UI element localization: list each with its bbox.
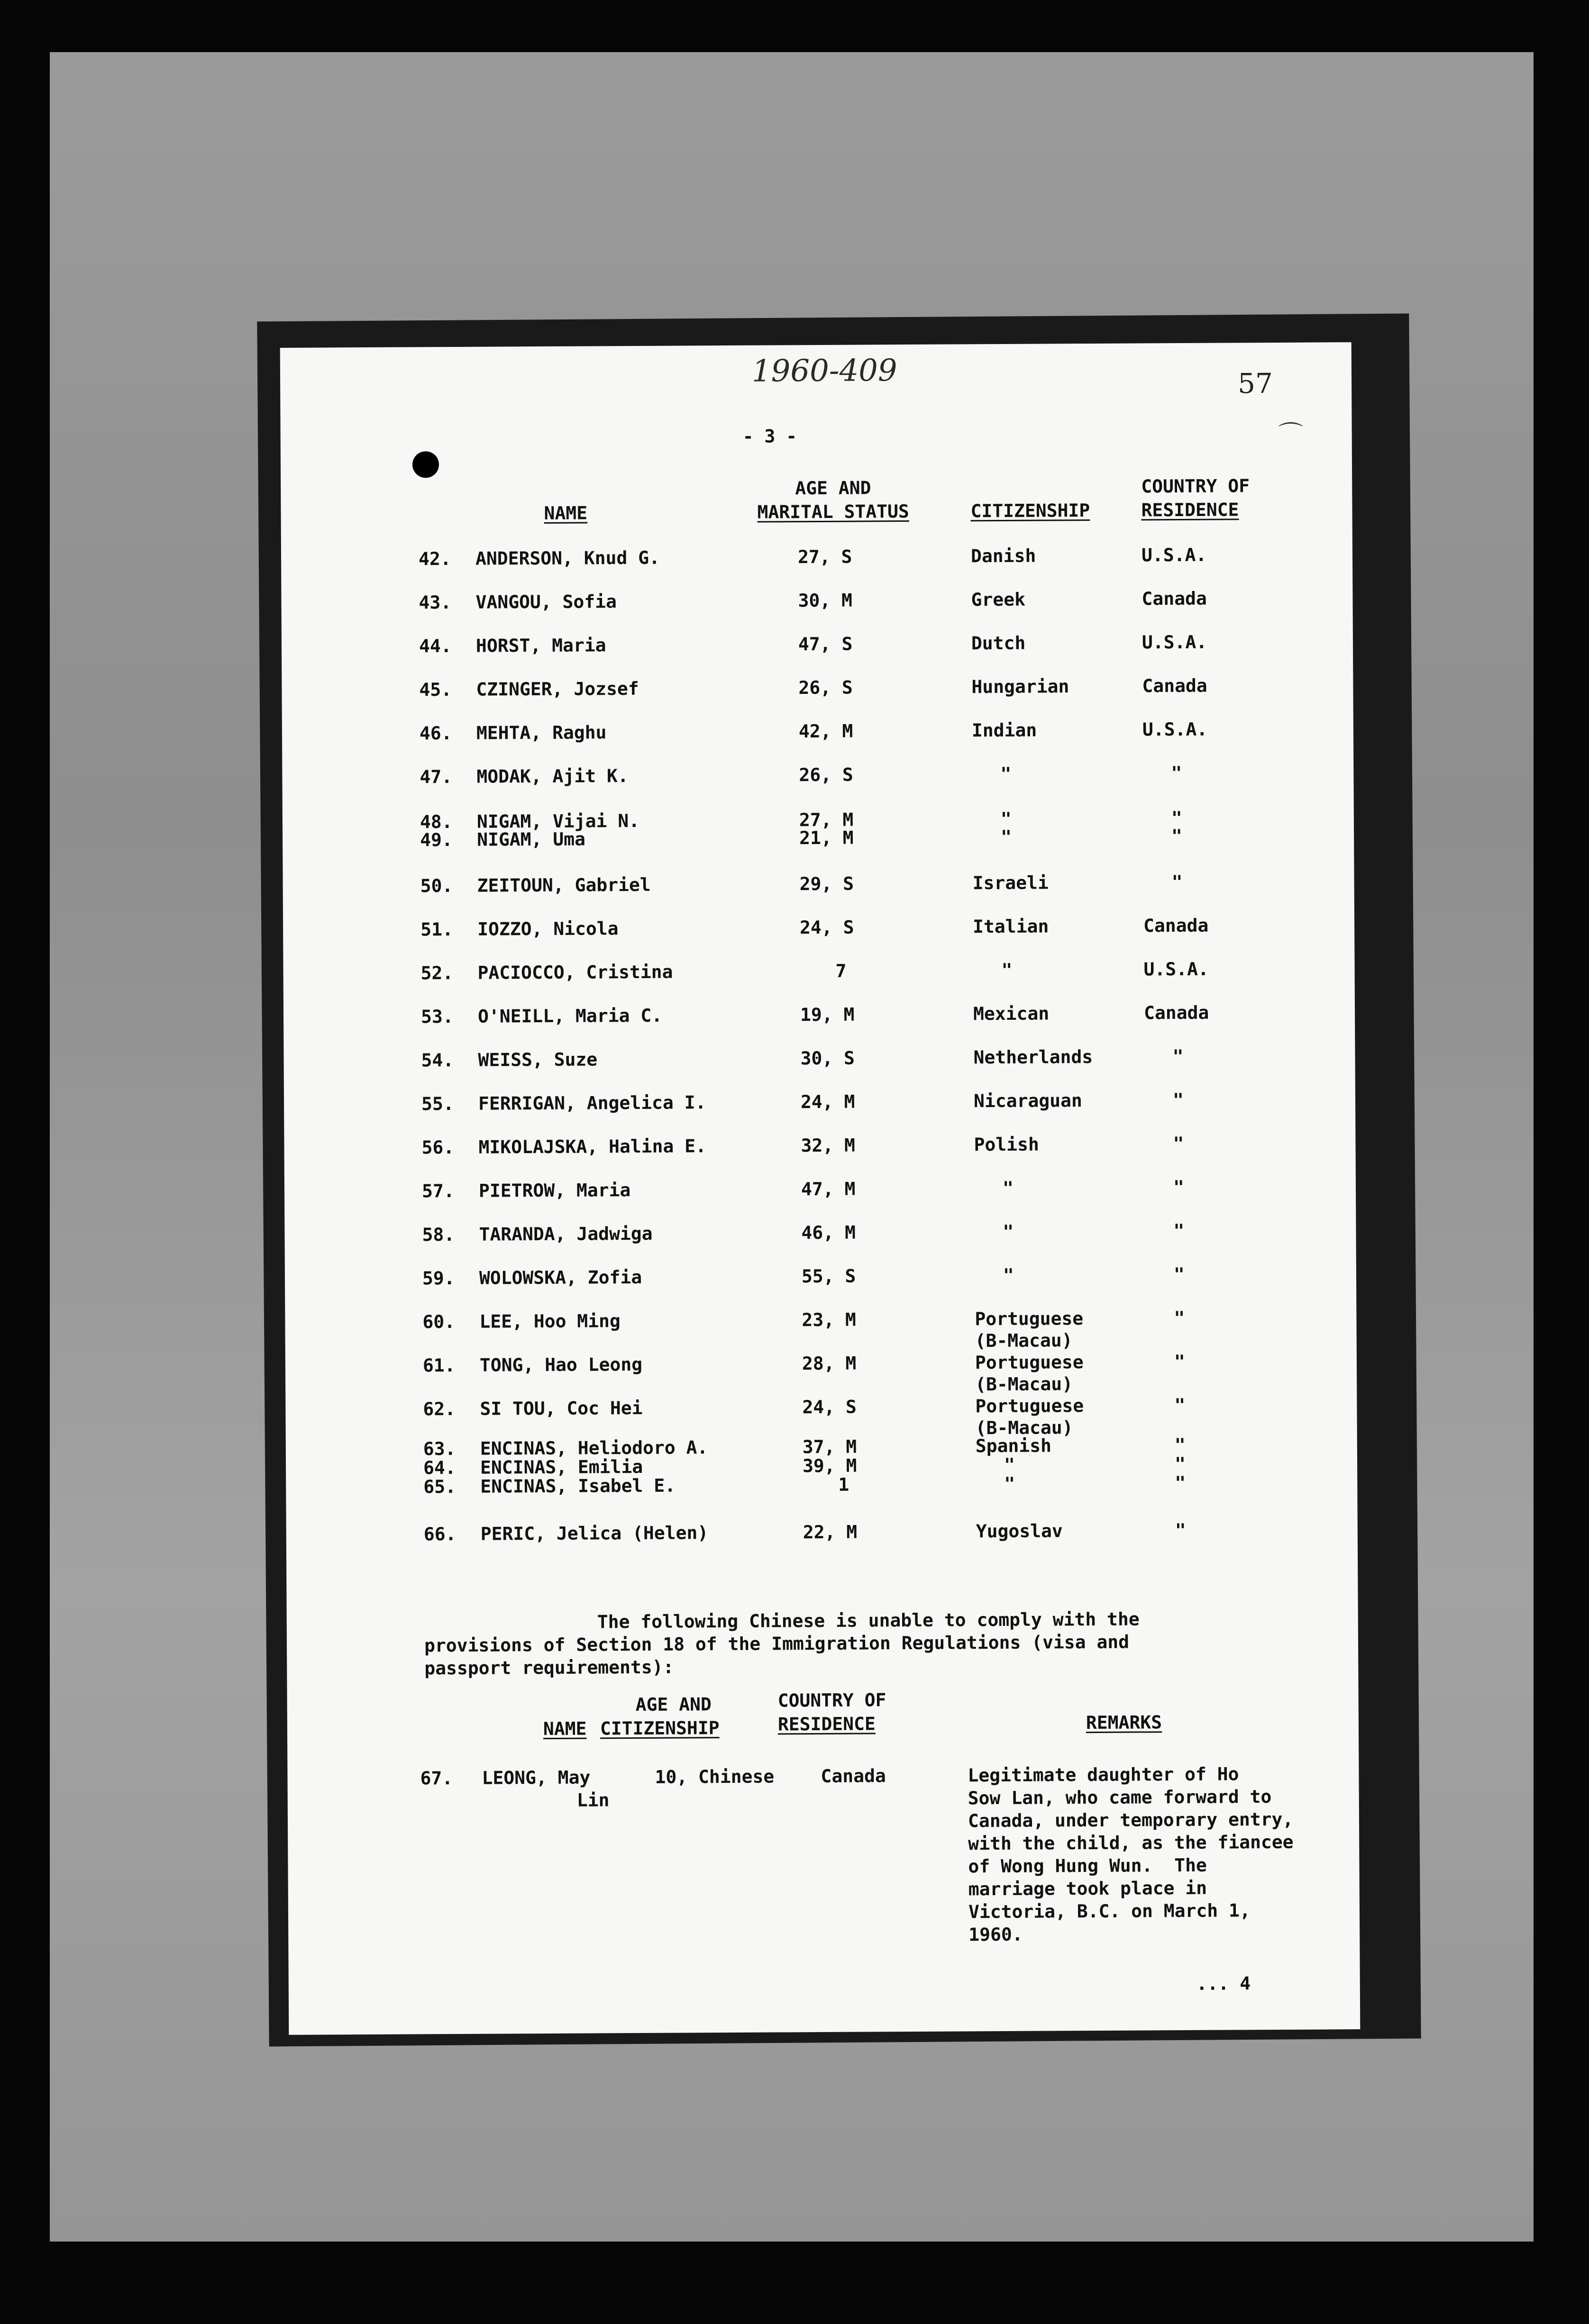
row-number: 42. [418, 548, 451, 570]
row-citizenship: " [1003, 1221, 1014, 1242]
row-residence: " [1171, 762, 1182, 784]
row-number: 48. [420, 811, 453, 833]
row-name: HORST, Maria [475, 635, 606, 656]
row-age-marital: 26, S [798, 677, 853, 699]
row-number: 45. [419, 679, 452, 700]
corner-mark: ⌒ [1278, 420, 1303, 449]
row-age-marital: 1 [838, 1474, 849, 1495]
header-country-line1: COUNTRY OF [1141, 475, 1250, 497]
row-age-marital: 27, S [797, 546, 852, 568]
row-residence: " [1174, 1434, 1186, 1456]
row-residence: " [1171, 807, 1182, 829]
row-number: 50. [420, 875, 453, 897]
row-residence: " [1173, 1133, 1184, 1154]
row-number: 54. [421, 1050, 454, 1071]
row-number: 63. [423, 1438, 456, 1460]
row-residence: " [1174, 1307, 1185, 1329]
row-citizenship: " [1001, 826, 1012, 847]
row-age-marital: 29, S [799, 873, 854, 895]
remarks-line: Legitimate daughter of Ho [968, 1763, 1239, 1786]
row-citizenship: Spanish [975, 1435, 1052, 1457]
row-citizenship: Israeli [972, 872, 1049, 894]
row-name: MEHTA, Raghu [476, 722, 607, 744]
row-age-marital: 26, S [799, 764, 853, 786]
row-citizenship: " [1003, 1264, 1014, 1286]
row-name: O'NEILL, Maria C. [477, 1005, 663, 1027]
row-residence: " [1172, 1045, 1184, 1067]
header-age-line2: MARITAL STATUS [757, 500, 909, 523]
row-residence: Canada [1142, 588, 1207, 609]
row-age-marital: 55, S [801, 1265, 856, 1287]
row-citizenship: Portuguese [975, 1352, 1084, 1373]
row-residence: " [1173, 1263, 1185, 1285]
row-citizenship: " [1004, 1473, 1015, 1494]
row-number: 64. [423, 1457, 456, 1479]
row-residence: U.S.A. [1143, 958, 1209, 980]
row-citizenship: " [1002, 1177, 1014, 1198]
row-number: 56. [421, 1137, 455, 1158]
row-citizenship: " [1001, 959, 1013, 980]
row-number: 62. [423, 1398, 456, 1420]
row-age-marital: 39, M [802, 1455, 857, 1477]
row-age-marital: 46, M [801, 1222, 856, 1244]
row-name: PACIOCCO, Cristina [477, 961, 673, 983]
continuation-marker: ... 4 [1196, 1973, 1251, 1994]
row-name: ENCINAS, Heliodoro A. [480, 1437, 708, 1459]
row-age-marital: 30, M [798, 590, 853, 611]
row-name: ENCINAS, Isabel E. [480, 1475, 676, 1497]
remarks-line: 1960. [968, 1924, 1023, 1945]
row-number: 57. [421, 1180, 455, 1202]
row-number: 52. [420, 962, 454, 984]
row-name: ANDERSON, Knud G. [475, 547, 660, 569]
row-age-marital: 30, S [800, 1047, 855, 1069]
row-age-marital: 23, M [802, 1309, 856, 1331]
row-name: ZEITOUN, Gabriel [477, 874, 651, 896]
row-number: 51. [420, 919, 453, 940]
row-residence: " [1174, 1351, 1185, 1372]
row-age-marital: 21, M [799, 827, 854, 849]
row-residence: " [1175, 1519, 1186, 1541]
row-age-marital: 24, M [800, 1091, 855, 1113]
row-name: IOZZO, Nicola [477, 918, 619, 940]
row-residence: Canada [1143, 1002, 1209, 1024]
row-residence: " [1173, 1176, 1185, 1198]
row-citizenship: " [1004, 1454, 1015, 1475]
row-number: 53. [420, 1006, 454, 1027]
row-citizenship: Nicaraguan [973, 1090, 1082, 1112]
remarks-line: Sow Lan, who came forward to [968, 1786, 1272, 1809]
header-name: NAME [544, 502, 588, 524]
row-name: LEE, Hoo Ming [479, 1310, 621, 1332]
row-residence: U.S.A. [1142, 631, 1207, 653]
row-citizenship: Polish [974, 1134, 1039, 1155]
row67-residence: Canada [821, 1765, 886, 1787]
row-residence: " [1175, 1472, 1186, 1494]
row-number: 55. [421, 1093, 454, 1115]
row-age-marital: 37, M [802, 1436, 857, 1458]
row-citizenship: Dutch [971, 632, 1026, 654]
header2-name: NAME [543, 1718, 587, 1740]
header-country-line2: RESIDENCE [1141, 499, 1239, 521]
row-residence: " [1171, 871, 1183, 893]
row-citizenship: Danish [970, 545, 1036, 567]
row-number: 65. [423, 1476, 457, 1498]
row-citizenship: Portuguese [975, 1308, 1084, 1330]
row-age-marital: 42, M [798, 720, 853, 742]
row-number: 61. [422, 1355, 456, 1376]
row-name: NIGAM, Uma [477, 828, 586, 850]
remarks-line: with the child, as the fiancee [968, 1831, 1294, 1854]
page-marker: - 3 - [742, 426, 797, 447]
header2-country-line1: COUNTRY OF [777, 1689, 886, 1711]
row-age-marital: 27, M [799, 809, 854, 831]
row-age-marital: 24, S [800, 917, 854, 938]
row-citizenship: Greek [971, 589, 1026, 610]
row67-number: 67. [420, 1768, 453, 1789]
row-citizenship: " [1000, 808, 1012, 829]
row-citizenship: Netherlands [973, 1046, 1093, 1068]
header-citizenship: CITIZENSHIP [970, 500, 1090, 522]
row-name: TARANDA, Jadwiga [479, 1223, 653, 1245]
page-number: 57 [1237, 367, 1273, 400]
row-residence: U.S.A. [1142, 718, 1208, 740]
remarks-line: Victoria, B.C. on March 1, [968, 1900, 1251, 1923]
row-residence: " [1174, 1394, 1186, 1416]
row-age-marital: 22, M [803, 1521, 858, 1543]
paragraph-line-1: The following Chinese is unable to comply with the [597, 1608, 1140, 1633]
row-name: WEISS, Suze [478, 1049, 598, 1071]
row-residence: U.S.A. [1141, 544, 1207, 566]
row-name: ENCINAS, Emilia [480, 1456, 643, 1478]
row-name: VANGOU, Sofia [475, 591, 617, 613]
handwritten-reference: 1960-409 [751, 353, 897, 389]
row-name: WOLOWSKA, Zofia [479, 1266, 642, 1289]
paragraph-line-2: provisions of Section 18 of the Immigration Regulations (visa and [424, 1631, 1130, 1656]
row-citizenship-line2: (B-Macau) [975, 1373, 1073, 1395]
row-name: CZINGER, Jozsef [476, 678, 639, 700]
remarks-line: marriage took place in [968, 1877, 1207, 1900]
row-citizenship: Yugoslav [976, 1520, 1063, 1542]
row-name: PERIC, Jelica (Helen) [480, 1522, 709, 1544]
row-age-marital: 47, M [801, 1178, 856, 1200]
row-number: 44. [419, 635, 452, 657]
row-residence: " [1172, 1089, 1184, 1111]
header-age-line1: AGE AND [795, 477, 871, 499]
row-name: MODAK, Ajit K. [476, 765, 629, 787]
row-age-marital: 28, M [802, 1353, 857, 1374]
row67-name-line1: LEONG, May [482, 1767, 591, 1788]
row-number: 49. [420, 829, 453, 851]
row-name: TONG, Hao Leong [479, 1353, 643, 1376]
row-residence: " [1171, 825, 1183, 847]
row-citizenship: Indian [971, 719, 1037, 741]
row-number: 43. [419, 592, 452, 613]
row-name: MIKOLAJSKA, Halina E. [478, 1135, 707, 1158]
row-citizenship-line2: (B-Macau) [975, 1417, 1073, 1439]
row-residence: " [1173, 1220, 1185, 1242]
punch-hole [412, 451, 439, 478]
row-name: PIETROW, Maria [478, 1180, 631, 1201]
header2-residence: RESIDENCE [777, 1713, 876, 1735]
row-citizenship: Mexican [973, 1003, 1050, 1025]
row-number: 47. [420, 766, 453, 788]
row-residence: Canada [1142, 675, 1207, 697]
row-residence: Canada [1143, 915, 1209, 936]
header2-citizenship: CITIZENSHIP [600, 1717, 720, 1739]
row-number: 66. [423, 1524, 457, 1545]
header2-age-line1: AGE AND [635, 1694, 712, 1716]
row-name: SI TOU, Coc Hei [480, 1397, 643, 1419]
row-age-marital: 32, M [801, 1135, 856, 1156]
remarks-line: of Wong Hung Wun. The [968, 1854, 1207, 1877]
row-citizenship: Portuguese [975, 1395, 1084, 1417]
row-citizenship: Hungarian [971, 676, 1069, 698]
row-number: 59. [422, 1268, 455, 1289]
row-residence: " [1174, 1453, 1186, 1475]
document-page [280, 342, 1361, 2035]
row-number: 60. [422, 1311, 456, 1333]
row-number: 58. [422, 1224, 455, 1245]
row-age-marital: 47, S [798, 633, 853, 655]
row-name: FERRIGAN, Angelica I. [478, 1092, 706, 1114]
row-age-marital: 19, M [800, 1004, 855, 1026]
row67-age-citizenship: 10, Chinese [655, 1766, 775, 1788]
paragraph-line-3: passport requirements): [424, 1656, 674, 1679]
row-age-marital: 7 [835, 960, 847, 981]
row-age-marital: 24, S [802, 1396, 857, 1418]
row-citizenship: Italian [972, 916, 1049, 937]
row67-name-line2: Lin [576, 1789, 610, 1811]
row-citizenship: " [1000, 763, 1012, 784]
remarks-line: Canada, under temporary entry, [968, 1808, 1294, 1832]
row-name: NIGAM, Vijai N. [476, 810, 640, 832]
row-citizenship-line2: (B-Macau) [975, 1330, 1073, 1352]
row-number: 46. [419, 723, 452, 744]
header2-remarks: REMARKS [1086, 1712, 1162, 1734]
